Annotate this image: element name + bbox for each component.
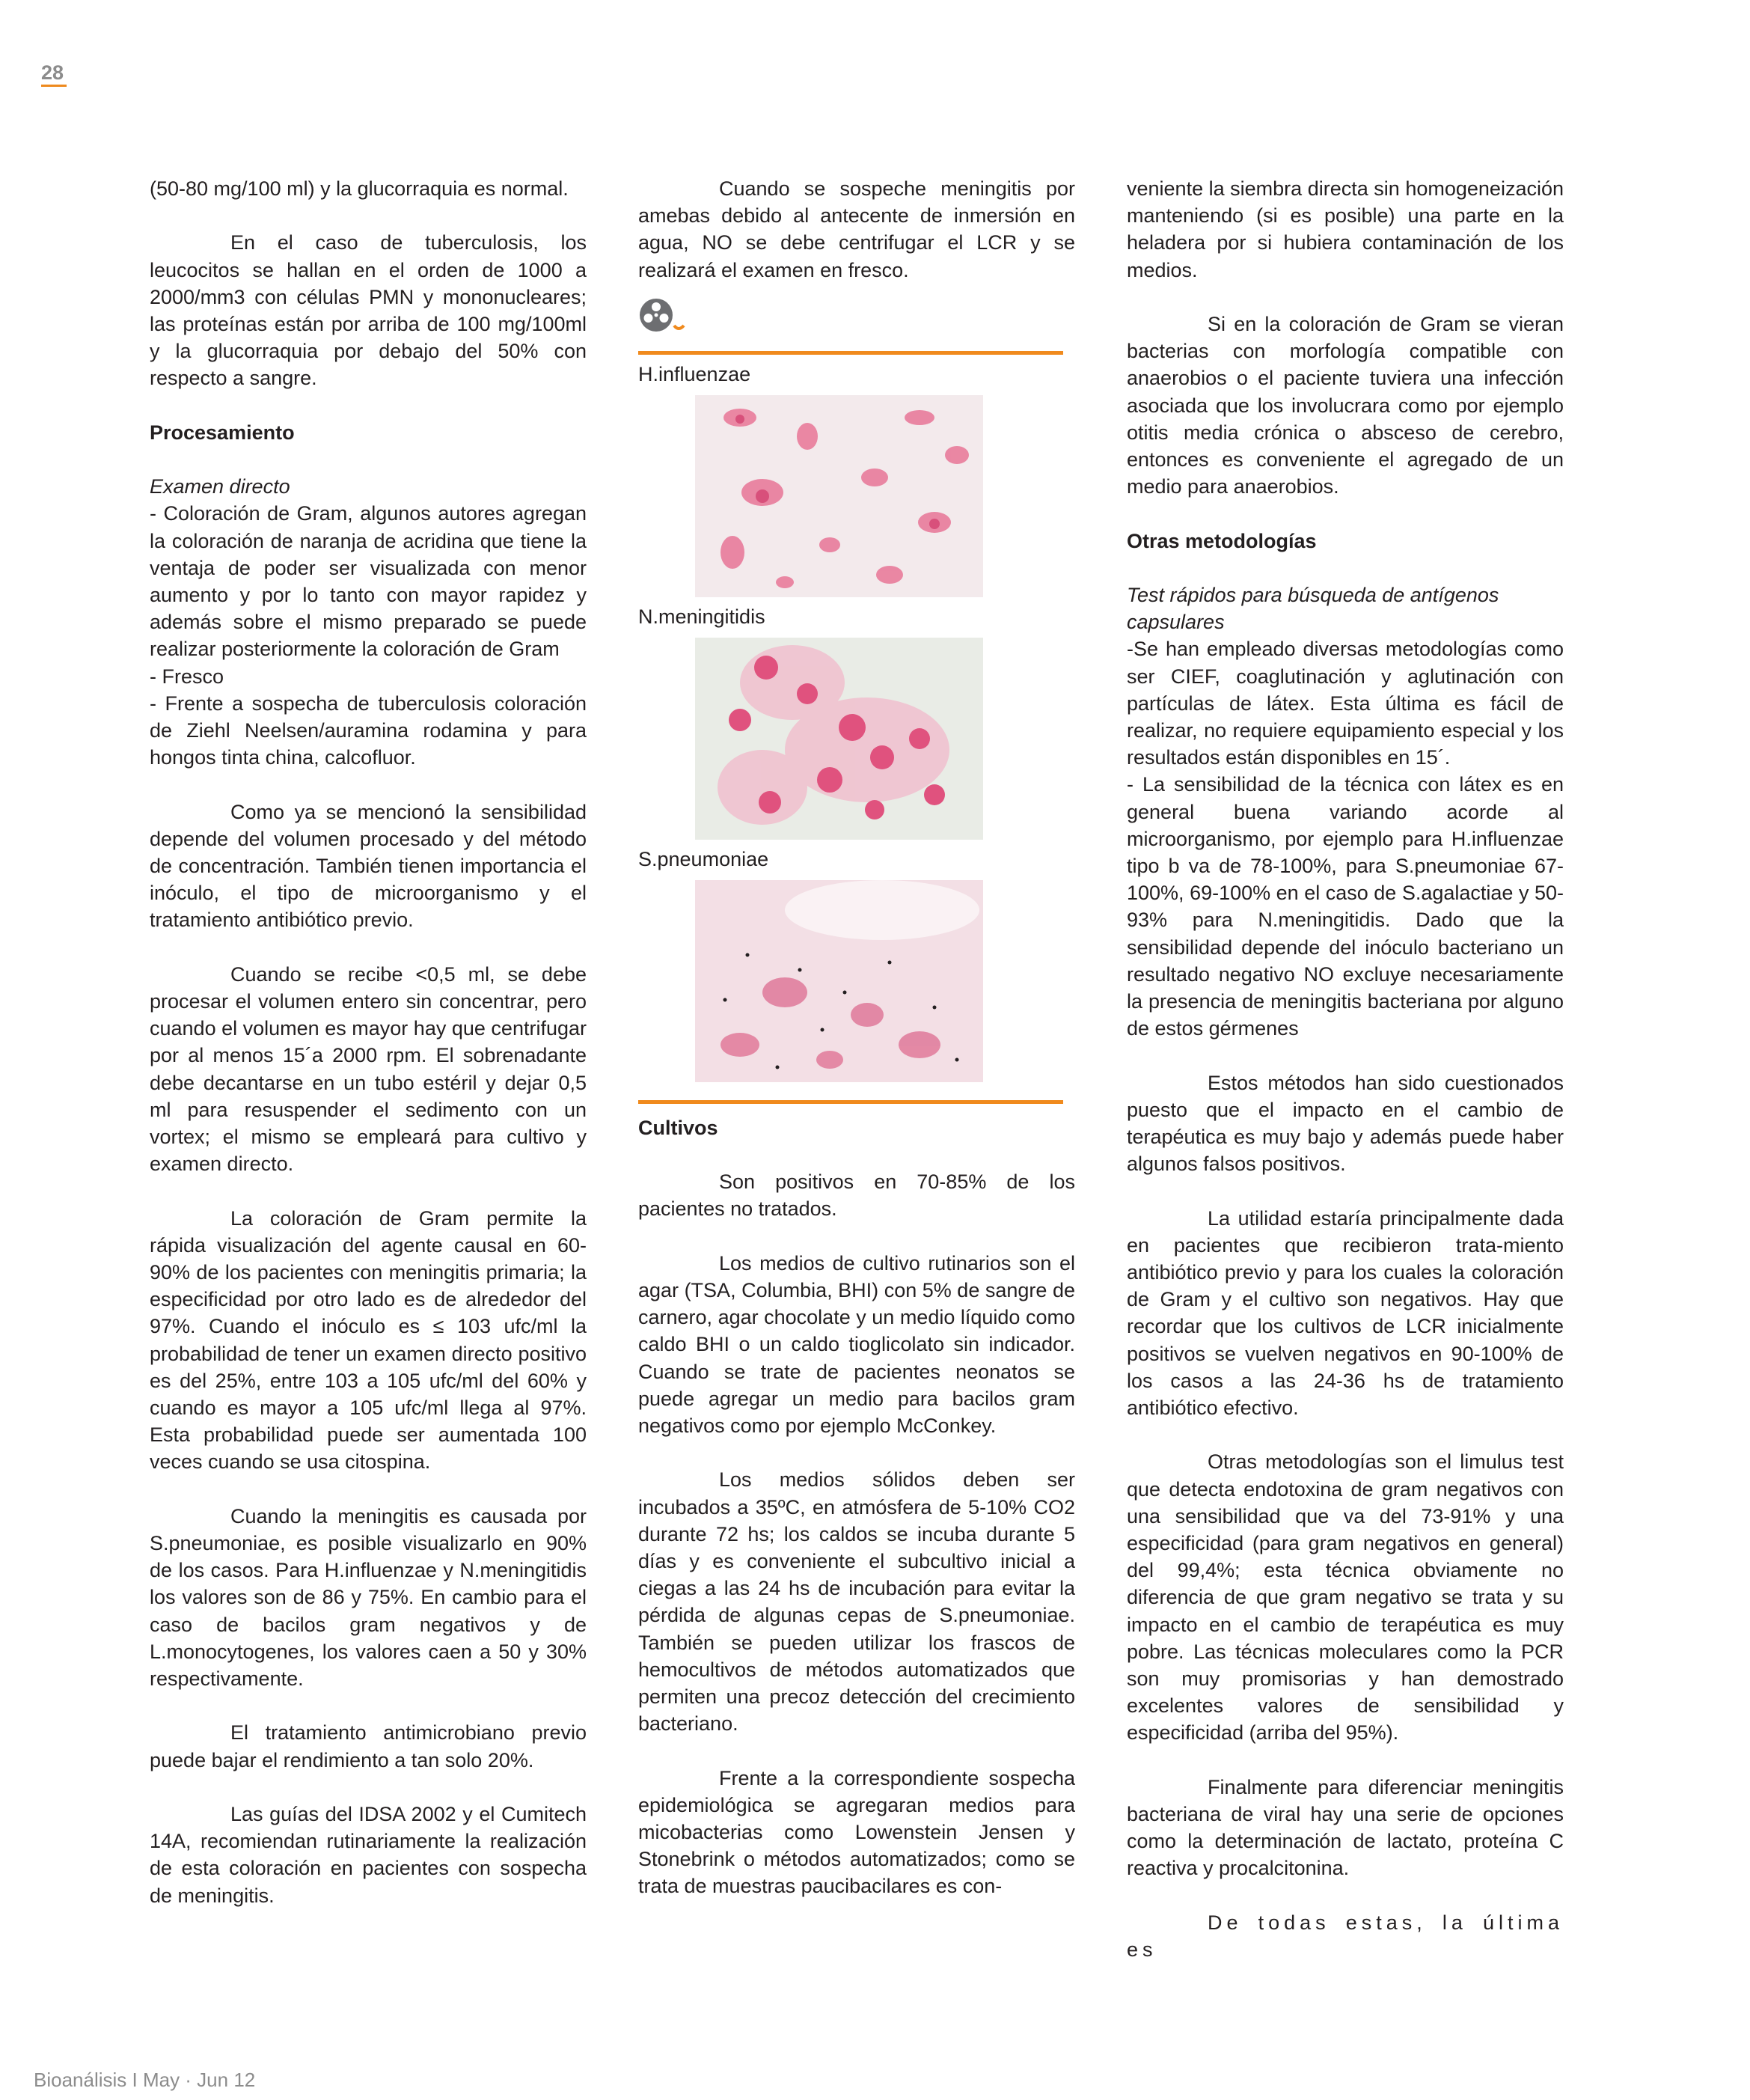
paragraph: La coloración de Gram permite la rápida visualización del agente causal en 60-90% de los pacientes con meningitis primaria; la especificidad por otro lado es de alrededor del 97%. Cuando el inóculo es ≤ 103 ufc/ml la probabilidad de tener un examen directo positivo es del 25%, entre 103 a 105 ufc/ml del 60% y cuando es mayor a 105 ufc/ml llega al 97%. Esta probabilidad puede ser aumentada 100 veces cuando se usa citospina.	[150, 1206, 587, 1474]
paragraph: La utilidad estaría principalmente dada en pacientes que recibieron trata-miento antibiótico previo y para los cuales la coloración de Gram y el cultivo son negativos. Hay que recordar que los cultivos de LCR inicialmente positivos se vuelven negativos en 90-100% de los casos a las 24-36 hs de tratamiento antibiótico efectivo.	[1127, 1206, 1564, 1420]
paragraph: Cuando la meningitis es causada por S.pneumoniae, es posible visualizarlo en 90% de los casos. Para H.influenzae y N.meningitidis los valores son de 86 y 75%. En cambio para el caso de bacilos gram negativos y de L.monocytogenes, los valores caen a 50 y 30% respectivamente.	[150, 1504, 587, 1691]
micrograph-n-meningitidis	[695, 638, 983, 840]
paragraph: Las guías del IDSA 2002 y el Cumitech 14A, recomiendan rutinariamente la realización de esta coloración en pacientes con sospecha de meningitis.	[150, 1803, 587, 1907]
paragraph: Los medios sólidos deben ser incubados a 35ºC, en atmósfera de 5-10% CO2 durante 72 hs; los caldos se incuba durante 5 días y es conveniente el subcultivo inicial a ciegas a las 24 hs de incubación para evitar la pérdida de algunas cepas de S.pneumoniae. También se pueden utilizar los frascos de hemocultivos de métodos automatizados que permiten una precoz detección del crecimiento bacteriano.	[638, 1468, 1075, 1736]
bullet-list	[1127, 635, 1564, 1042]
paragraph: Cuando se recibe <0,5 ml, se debe procesar el volumen entero sin concentrar, pero cuando el volumen es mayor hay que centrifugar por al menos 15´a 2000 rpm. El sobrenadante debe decantarse en un tubo estéril y dejar 0,5 ml para resuspender el sedimento con un vortex; el mismo se empleará para cultivo y examen directo.	[150, 962, 587, 1176]
paragraph: Cuando se sospeche meningitis por amebas debido al antecente de inmersión en agua, NO se debe centrifugar el LCR y se realizará el examen en fresco.	[638, 177, 1075, 281]
divider-rule	[638, 1100, 1063, 1104]
paragraph: Los medios de cultivo rutinarios son el agar (TSA, Columbia, BHI) con 5% de sangre de carnero, agar chocolate y un medio líquido como caldo BHI o un caldo tioglicolato sin indicador. Cuando se trate de pacientes neonatos se puede agregar un medio para bacilos gram negativos como por ejemplo McConkey.	[638, 1251, 1075, 1438]
paragraph: Como ya se mencionó la sensibilidad depende del volumen procesado y del método de concentración. También tienen importancia el inóculo, el tipo de microorganismo y el tratamiento antibiótico previo.	[150, 800, 587, 932]
bullet-list	[150, 500, 587, 771]
paragraph: Estos métodos han sido cuestionados puesto que el impacto en el cambio de terapéutica es muy bajo y además puede haber algunos falsos positivos.	[1127, 1071, 1564, 1176]
bullet-item: - Fresco	[150, 665, 224, 688]
paragraph: Otras metodologías son el limulus test que detecta endotoxina de gram negativos con una sensibilidad que va del 73-91% y una especificidad (para gram negativos en general) del 99,4%; esta técnica obviamente no diferencia de que gram negativo se trata y su impacto en el cambio de terapéutica es muy pobre. Las técnicas moleculares como la PCR son muy promisorias y han demostrado excelentes valores de sensibilidad y especificidad (arriba del 95%).	[1127, 1450, 1564, 1745]
bullet-item: - La sensibilidad de la técnica con látex es en general buena variando acorde al microorganismo, por ejemplo para H.influenzae tipo b va de 78-100%, para S.pneumoniae 67-100%, 69-100% en el caso de S.agalactiae y 50-93% para N.meningitidis. Dado que la sensibilidad depende del inóculo bacteriano un resultado negativo NO excluye necesariamente la presencia de meningitis bacteriana por alguno de estos gérmenes	[1127, 773, 1564, 1040]
subheading: Test rápidos para búsqueda de antígenos capsulares	[1127, 584, 1499, 634]
micrograph-h-influenzae	[695, 395, 983, 597]
divider-rule	[638, 351, 1063, 355]
micrograph-s-pneumoniae	[695, 880, 983, 1082]
paragraph: (50-80 mg/100 ml) y la glucorraquia es normal.	[150, 177, 569, 200]
figure-label: N.meningitidis	[638, 605, 765, 628]
film-reel-icon	[638, 294, 1075, 336]
figure-label: H.influenzae	[638, 362, 751, 385]
paragraph: En el caso de tuberculosis, los leucocitos se hallan en el orden de 1000 a 2000/mm3 con células PMN y mononucleares; las proteínas están por arriba de 100 mg/100ml y la glucorraquia por debajo del 50% con respecto a sangre.	[150, 231, 587, 390]
paragraph: Son positivos en 70-85% de los pacientes no tratados.	[638, 1170, 1075, 1221]
section-heading: Procesamiento	[150, 421, 295, 444]
figure-label: S.pneumoniae	[638, 847, 769, 870]
paragraph: veniente la siembra directa sin homogeneización manteniendo (si es posible) una parte en la heladera por si hubiera contaminación de los medios.	[1127, 177, 1564, 281]
column-2	[638, 175, 1075, 1927]
bullet-item: - Coloración de Gram, algunos autores agregan la coloración de naranja de acridina que tiene la ventaja de poder ser visualizada con menor aumento y por lo tanto con mayor rapidez y además sobre el mismo preparado se puede realizar posteriormente la coloración de Gram	[150, 502, 587, 661]
bullet-item: -Se han empleado diversas metodologías como ser CIEF, coaglutinación y aglutinación con partículas de látex. Esta última es fácil de realizar, no requiere equipamiento especial y los resultados están disponibles en 15´.	[1127, 638, 1564, 769]
page-footer: Bioanálisis I May · Jun 12	[34, 2069, 256, 2091]
column-3	[1127, 175, 1564, 1990]
paragraph: De todas estas, la última es	[1127, 1911, 1564, 1962]
paragraph: Frente a la correspondiente sospecha epidemiológica se agregaran medios para micobacterias como Lowenstein Jensen y Stonebrink o métodos automatizados; como se trata de muestras paucibacilares es con-	[638, 1766, 1075, 1898]
bullet-item: - Frente a sospecha de tuberculosis coloración de Ziehl Neelsen/auramina rodamina y para hongos tinta china, calcofluor.	[150, 692, 587, 769]
paragraph: Finalmente para diferenciar meningitis bacteriana de viral hay una serie de opciones como la determinación de lactato, proteína C reactiva y procalcitonina.	[1127, 1775, 1564, 1880]
paragraph: Si en la coloración de Gram se vieran bacterias con morfología compatible con anaerobios o el paciente tuviera una infección asociada que los involucrara como por ejemplo otitis media crónica o absceso de cerebro, entonces es conveniente el agregado de un medio para anaerobios.	[1127, 313, 1564, 498]
subheading: Examen directo	[150, 475, 290, 498]
paragraph: El tratamiento antimicrobiano previo puede bajar el rendimiento a tan solo 20%.	[150, 1721, 587, 1771]
section-heading: Otras metodologías	[1127, 529, 1317, 552]
column-1	[150, 175, 587, 1936]
page-number: 28	[41, 61, 67, 87]
section-heading: Cultivos	[638, 1116, 718, 1139]
